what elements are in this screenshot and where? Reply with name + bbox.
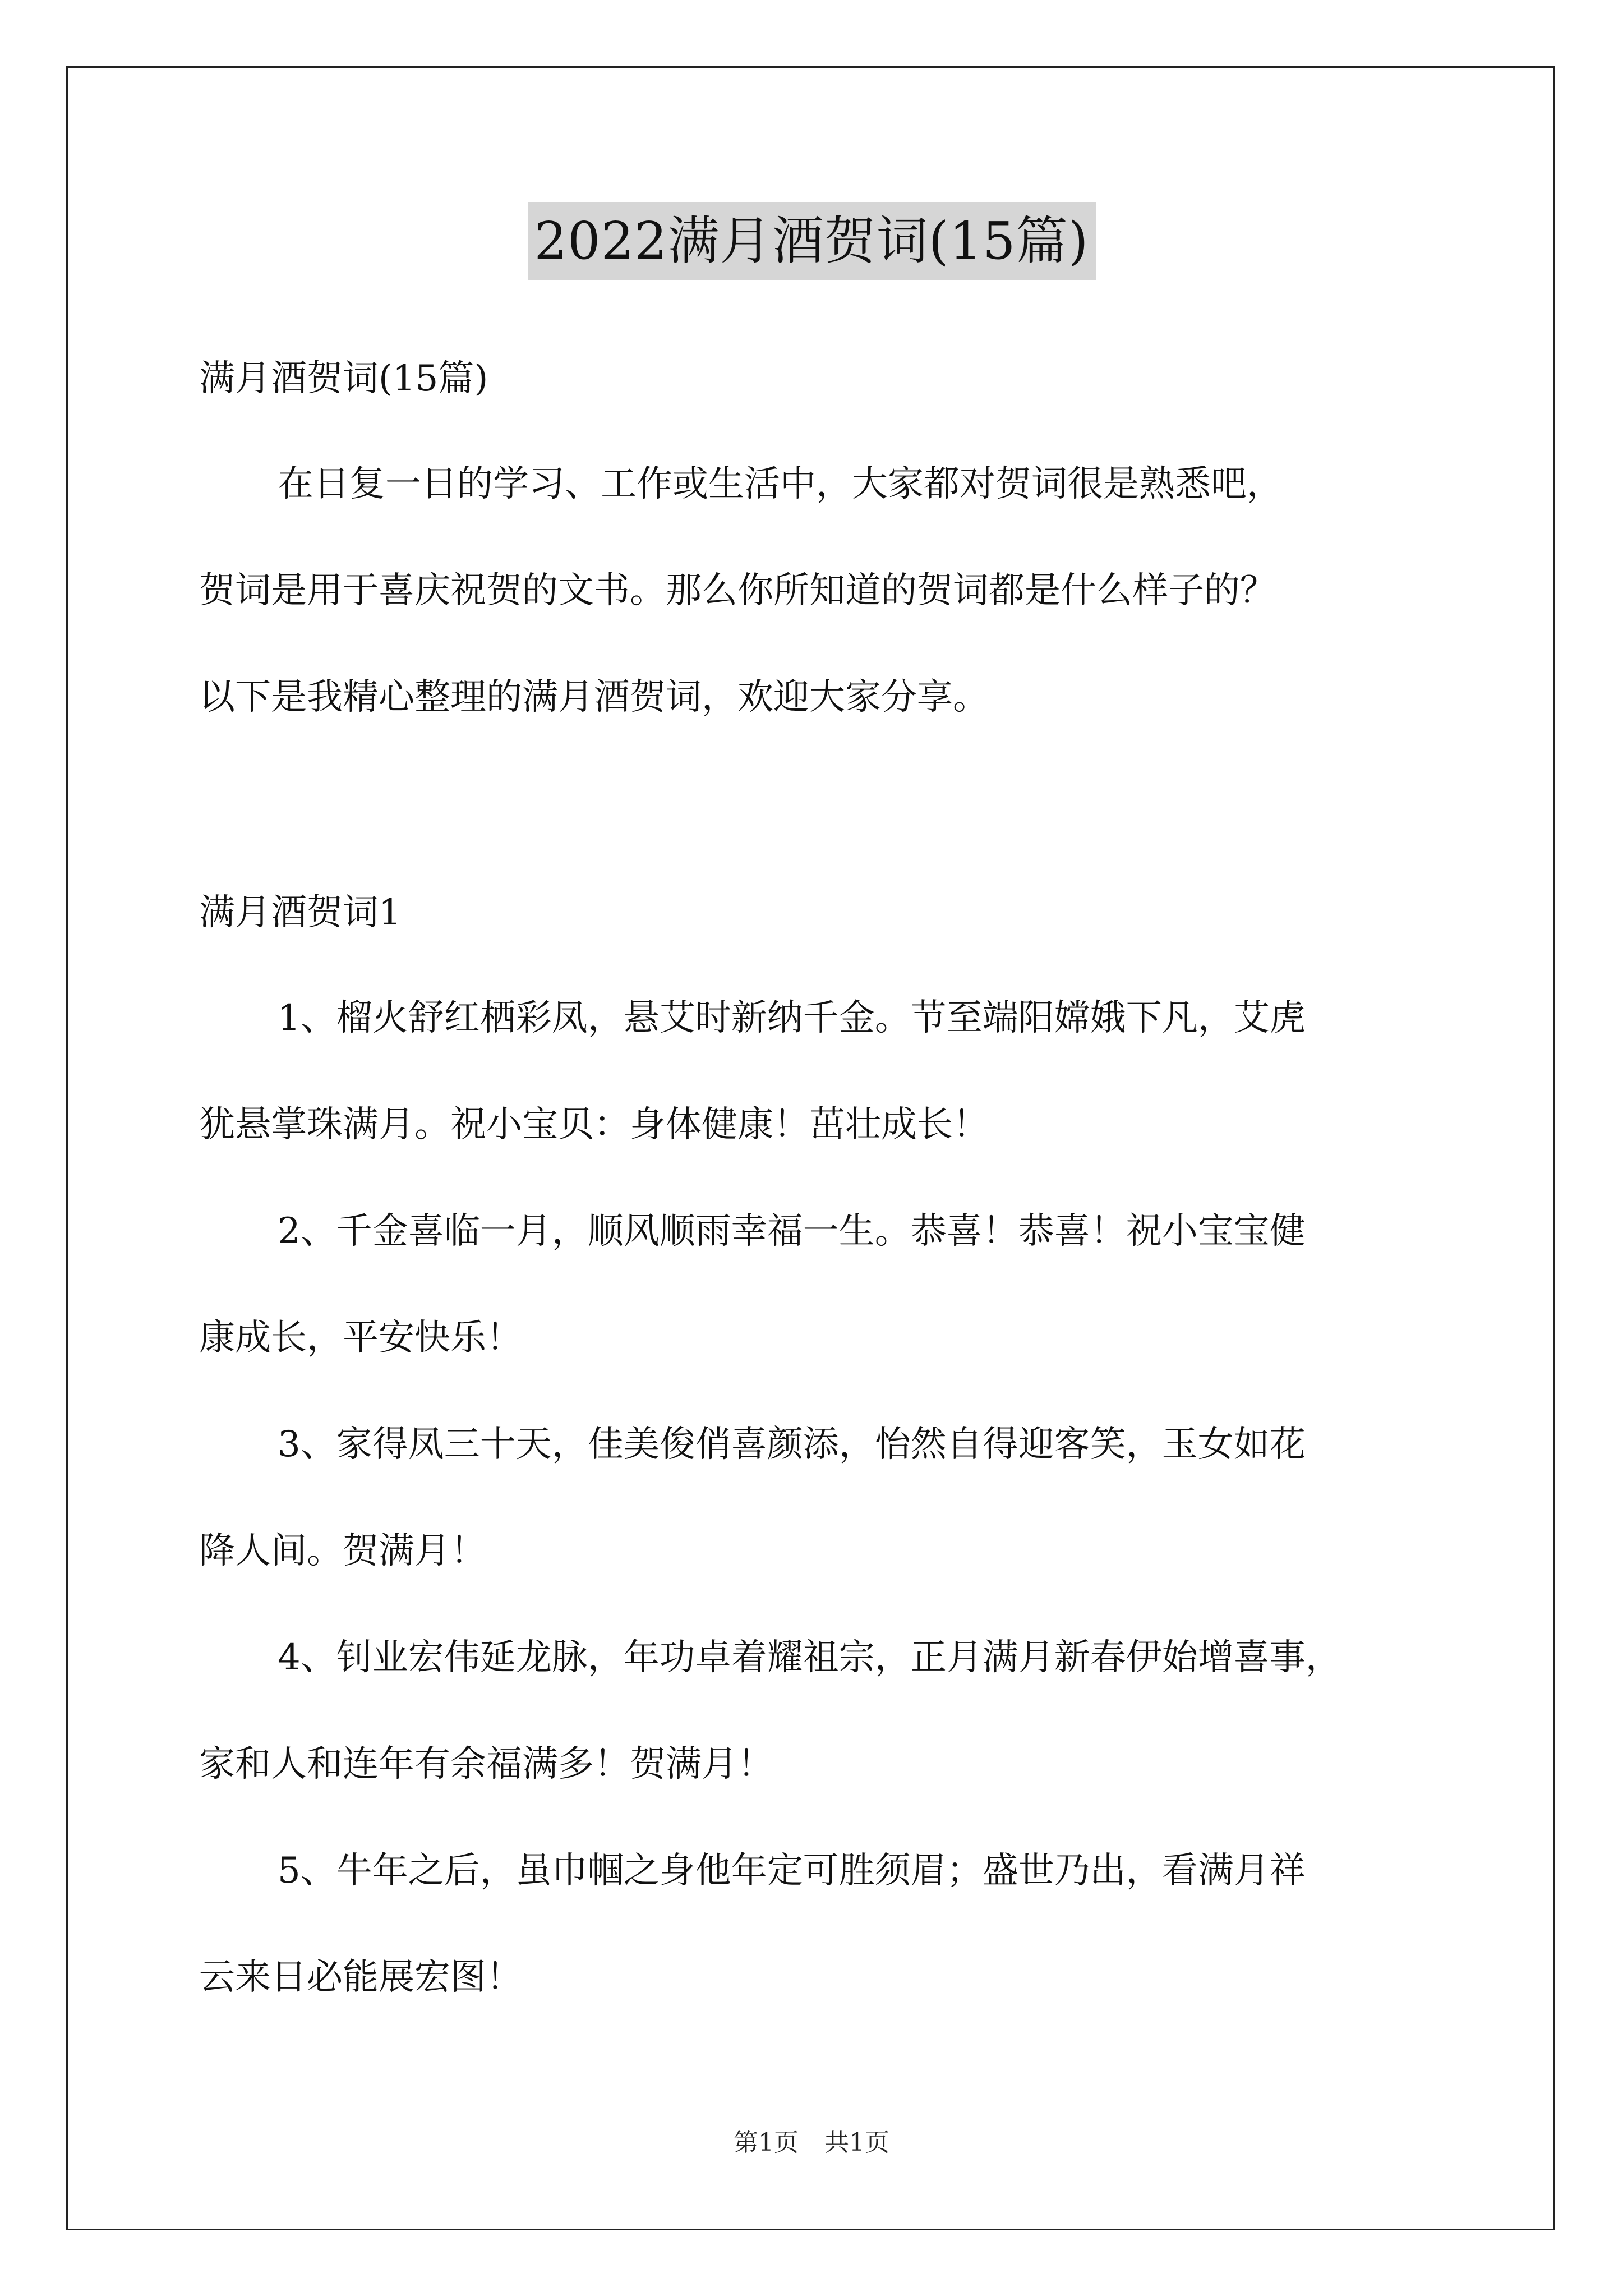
list-item-3-line-1: 3、家得凤三十天，佳美俊俏喜颜添，怡然自得迎客笑，玉女如花 [278, 1424, 1306, 1465]
list-item-3-line-2: 降人间。贺满月！ [199, 1530, 486, 1572]
document-subtitle: 满月酒贺词(15篇) [199, 358, 488, 399]
list-item-4-line-1: 4、钊业宏伟延龙脉，年功卓着耀祖宗，正月满月新春伊始增喜事， [278, 1637, 1341, 1678]
document-title: 2022满月酒贺词(15篇) [528, 202, 1096, 280]
list-item-2-line-2: 康成长，平安快乐！ [199, 1317, 522, 1359]
intro-paragraph-line-1: 在日复一日的学习、工作或生活中，大家都对贺词很是熟悉吧， [278, 463, 1283, 505]
list-item-1-line-1: 1、榴火舒红栖彩凤，悬艾时新纳千金。节至端阳嫦娥下凡，艾虎 [278, 997, 1306, 1039]
list-item-5-line-1: 5、牛年之后，虽巾帼之身他年定可胜须眉；盛世乃出，看满月祥 [278, 1850, 1306, 1892]
list-item-1-line-2: 犹悬掌珠满月。祝小宝贝：身体健康！茁壮成长！ [199, 1104, 989, 1145]
page-footer [0, 2126, 1623, 2160]
intro-paragraph-line-3: 以下是我精心整理的满月酒贺词，欢迎大家分享。 [199, 677, 989, 718]
section-heading: 满月酒贺词1 [199, 892, 402, 933]
intro-paragraph-line-2: 贺词是用于喜庆祝贺的文书。那么你所知道的贺词都是什么样子的？ [199, 570, 1276, 611]
list-item-4-line-2: 家和人和连年有余福满多！贺满月！ [199, 1743, 773, 1785]
list-item-5-line-2: 云来日必能展宏图！ [199, 1957, 522, 1998]
title-container [0, 202, 1623, 280]
list-item-2-line-1: 2、千金喜临一月，顺风顺雨幸福一生。恭喜！恭喜！祝小宝宝健 [278, 1211, 1306, 1252]
page-total: 共1页 [824, 2128, 889, 2157]
page-number: 第1页 [734, 2128, 799, 2157]
